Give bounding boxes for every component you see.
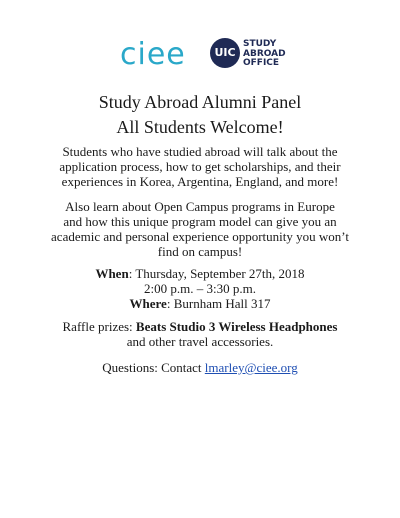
- questions-prefix: Questions: Contact: [102, 360, 205, 375]
- uic-logo-line: STUDY: [243, 39, 277, 49]
- uic-logo-text: [243, 40, 286, 69]
- page-title: Study Abroad Alumni Panel: [98, 92, 302, 112]
- text-line: find on campus!: [157, 244, 243, 259]
- questions-paragraph: [40, 360, 360, 375]
- intro-paragraph: [40, 144, 360, 189]
- text-line: Also learn about Open Campus programs in Europe: [65, 199, 335, 214]
- text-line: application process, how to get scholarships, and their: [59, 159, 341, 174]
- questions-line: [40, 360, 360, 375]
- when-line: [40, 266, 360, 281]
- logo-row: [0, 38, 400, 78]
- raffle-line: [40, 319, 360, 334]
- where-line: [40, 296, 360, 311]
- time-line: 2:00 p.m. – 3:30 p.m.: [144, 281, 256, 296]
- text-line: and how this unique program model can give you an: [63, 214, 337, 229]
- ciee-logo: ciee: [120, 37, 186, 72]
- uic-logo-mark: UIC: [210, 38, 240, 68]
- text-line: academic and personal experience opportunity you won’t: [51, 229, 349, 244]
- uic-logo-line: ABROAD: [243, 48, 286, 59]
- raffle-prize: Beats Studio 3 Wireless Headphones: [135, 319, 338, 334]
- uic-study-abroad-logo: [210, 38, 300, 70]
- when-value: : Thursday, September 27th, 2018: [128, 266, 305, 281]
- uic-logo-line: OFFICE: [243, 58, 280, 68]
- contact-email-link[interactable]: lmarley@ciee.org: [204, 360, 298, 375]
- raffle-line-2: and other travel accessories.: [126, 334, 274, 349]
- event-details: [40, 266, 360, 311]
- where-label: Where: [129, 296, 167, 311]
- raffle-paragraph: [40, 319, 360, 349]
- raffle-prefix: Raffle prizes:: [62, 319, 136, 334]
- open-campus-paragraph: [40, 199, 360, 259]
- text-line: experiences in Korea, Argentina, England, and more!: [61, 174, 339, 189]
- where-value: : Burnham Hall 317: [166, 296, 271, 311]
- text-line: Students who have studied abroad will talk about the: [62, 144, 338, 159]
- page-subtitle: All Students Welcome!: [116, 117, 284, 137]
- when-label: When: [95, 266, 129, 281]
